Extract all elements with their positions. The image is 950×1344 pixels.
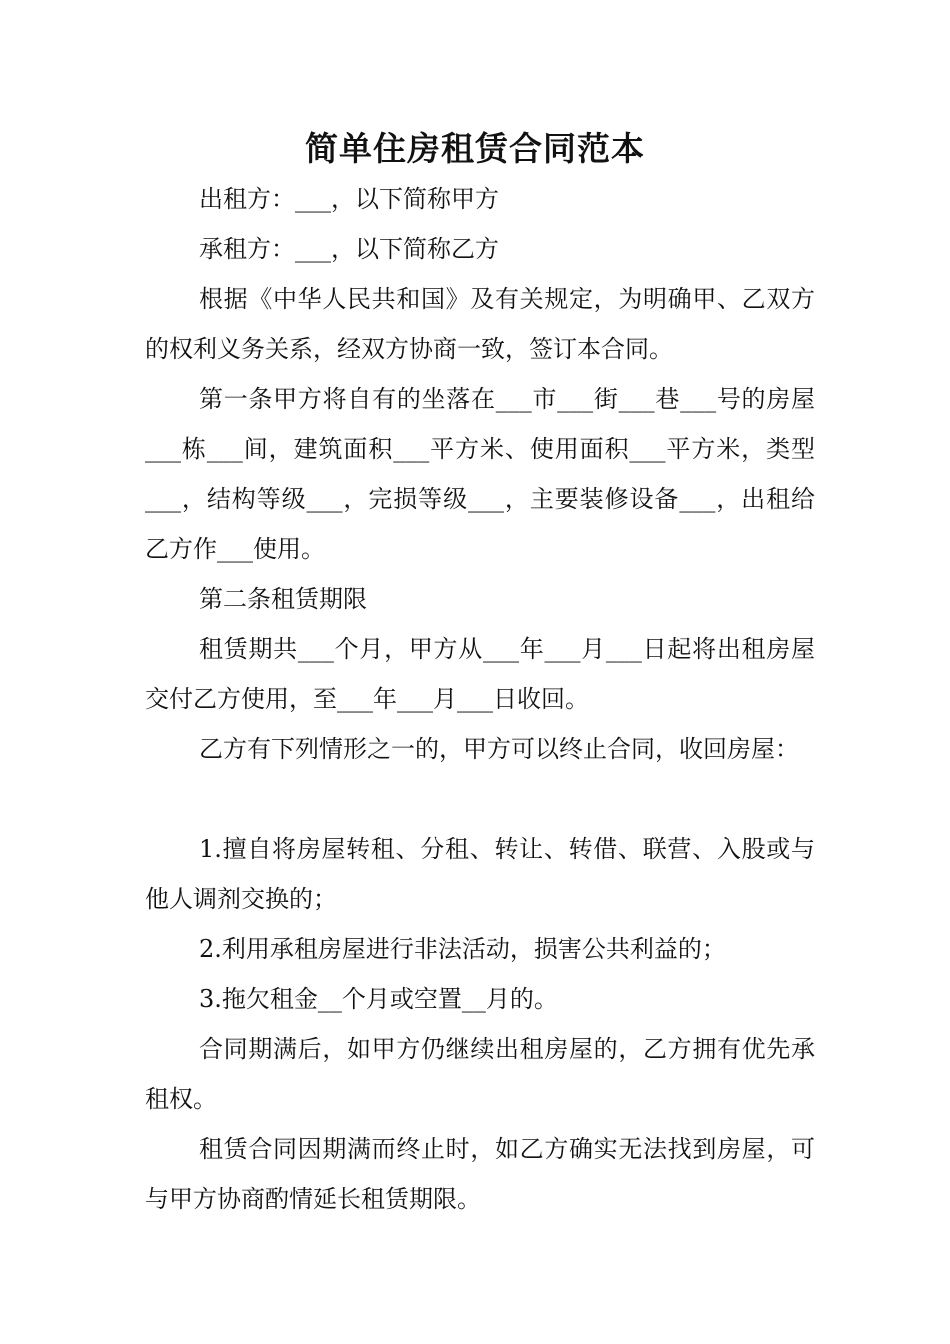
article-one-paragraph: 第一条甲方将自有的坐落在___市___街___巷___号的房屋___栋___间，建筑面积___平方米、使用面积___平方米，类型___，结构等级___，完损等级___，主要装修设备___，出租给乙方作___使用。 [145,385,815,563]
termination-item-3: 3.拖欠租金__个月或空置__月的。 [199,985,558,1013]
lessor-line: 出租方：___，以下简称甲方 [199,185,499,213]
lessee-line: 承租方：___，以下简称乙方 [199,235,499,263]
extension-paragraph: 租赁合同因期满而终止时，如乙方确实无法找到房屋，可与甲方协商酌情延长租赁期限。 [145,1135,815,1213]
article-two-heading: 第二条租赁期限 [199,585,367,613]
priority-renewal-paragraph: 合同期满后，如甲方仍继续出租房屋的，乙方拥有优先承租权。 [145,1035,815,1113]
termination-intro-paragraph: 乙方有下列情形之一的，甲方可以终止合同，收回房屋： [199,735,799,763]
preamble-paragraph: 根据《中华人民共和国》及有关规定，为明确甲、乙双方的权利义务关系，经双方协商一致，签订本合同。 [145,285,815,363]
document-title: 简单住房租赁合同范本 [305,129,645,168]
termination-item-1: 1.擅自将房屋转租、分租、转让、转借、联营、入股或与他人调剂交换的； [145,835,815,913]
termination-item-2: 2.利用承租房屋进行非法活动，损害公共利益的； [199,935,726,963]
lease-term-paragraph: 租赁期共___个月，甲方从___年___月___日起将出租房屋交付乙方使用，至___年___月___日收回。 [145,635,815,713]
